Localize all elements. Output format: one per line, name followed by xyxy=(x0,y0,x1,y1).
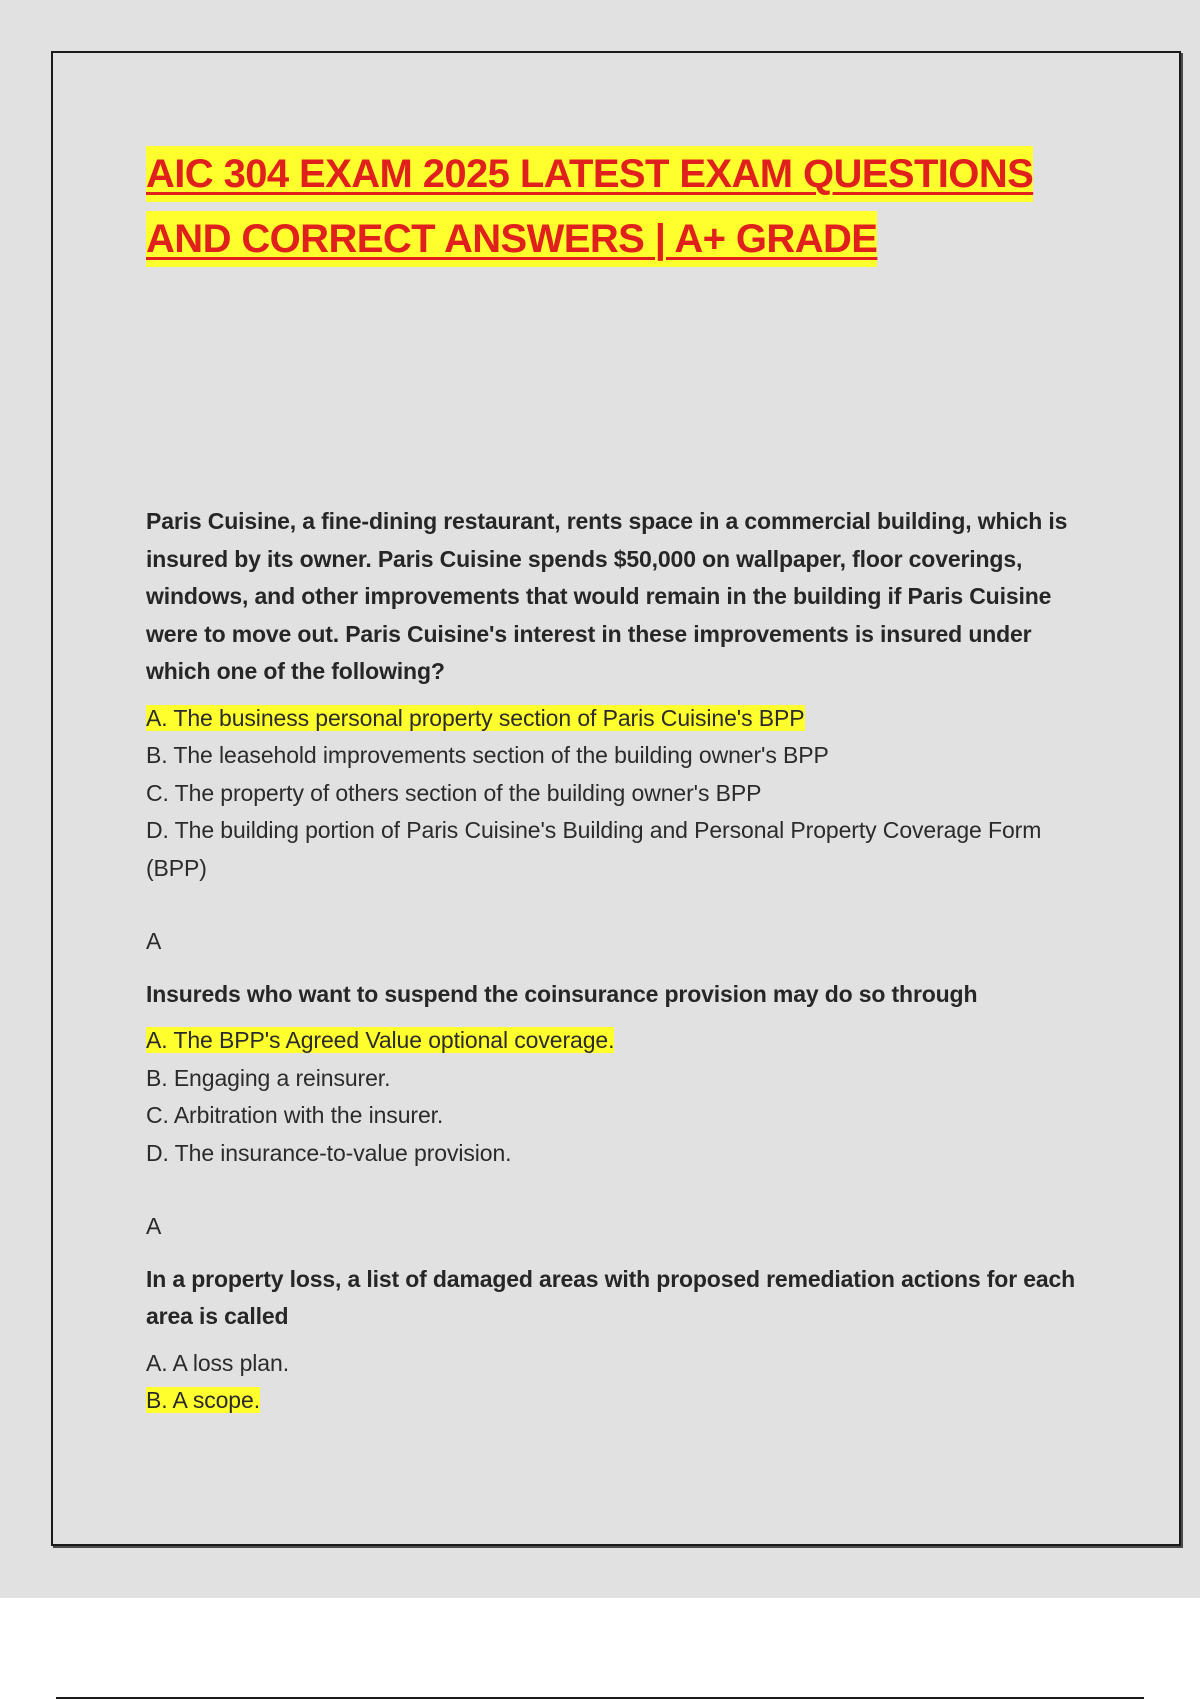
highlighted-correct-option: A. The BPP's Agreed Value optional coverage. xyxy=(146,1027,615,1053)
option-item: B. The leasehold improvements section of the building owner's BPP xyxy=(146,742,829,768)
option-item xyxy=(146,700,1096,738)
title-line-1: AIC 304 EXAM 2025 LATEST EXAM QUESTIONS xyxy=(146,146,1033,202)
footer-divider xyxy=(56,1697,1144,1699)
title-line-2: AND CORRECT ANSWERS | A+ GRADE xyxy=(146,211,877,267)
option-list xyxy=(146,1345,1096,1420)
question-block-1 xyxy=(146,503,1096,961)
document-title xyxy=(146,146,1096,276)
option-item xyxy=(146,1382,1096,1420)
question-text: Insureds who want to suspend the coinsurance provision may do so through xyxy=(146,980,978,1007)
option-list xyxy=(146,700,1096,888)
option-item: A. A loss plan. xyxy=(146,1349,289,1376)
option-item: D. The insurance-to-value provision. xyxy=(146,1139,512,1166)
question-list xyxy=(146,503,1096,1420)
option-item: C. Arbitration with the insurer. xyxy=(146,1102,444,1128)
question-text: In a property loss, a list of damaged areas with proposed remediation actions for each area is called xyxy=(146,1265,1076,1329)
answer-key: A xyxy=(146,928,162,954)
question-text: Paris Cuisine, a fine-dining restaurant, rents space in a commercial building, which is insured by its owner. Paris Cuisine spends $50,000 on wallpaper, floor coverings, windows, and other improvements that would remain in the building if Paris Cuisine were to move out. Paris Cuisine's interest in these improvements is insured under which one of the following? xyxy=(146,508,1068,684)
option-item: C. The property of others section of the building owner's BPP xyxy=(146,779,762,806)
answer-key: A xyxy=(146,1213,162,1239)
option-list xyxy=(146,1022,1096,1172)
question-block-3 xyxy=(146,1261,1096,1420)
option-item: B. Engaging a reinsurer. xyxy=(146,1064,391,1091)
option-item: D. The building portion of Paris Cuisine's Building and Personal Property Coverage Form (BPP) xyxy=(146,817,1042,881)
question-block-2 xyxy=(146,976,1096,1246)
highlighted-correct-option: A. The business personal property section of Paris Cuisine's BPP xyxy=(146,704,805,731)
option-item xyxy=(146,1022,1096,1060)
highlighted-correct-option: B. A scope. xyxy=(146,1387,260,1413)
